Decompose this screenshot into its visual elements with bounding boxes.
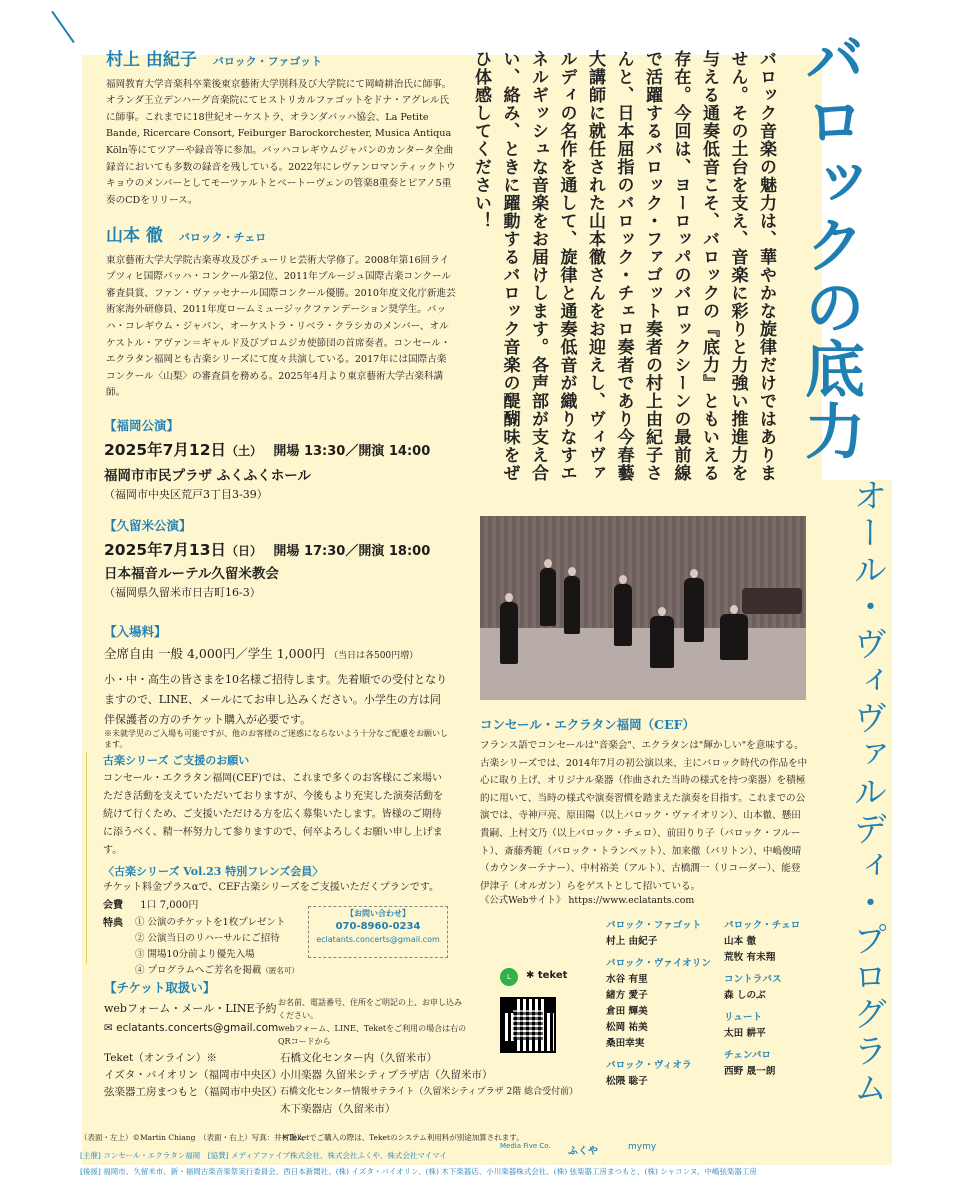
ticket-sales-label: 【チケット取扱い】	[104, 980, 216, 995]
concert-address-kurume: （福岡県久留米市日吉町16-3）	[104, 586, 261, 599]
member-description: チケット料金プラスαで、CEF古楽シリーズをご支援いただくプランです。	[103, 882, 439, 893]
outlet-item: 石橋文化センター情報サテライト（久留米シティプラザ 2階 総合受付前）	[280, 1087, 579, 1097]
perk-item: ④ プログラムへご芳名を掲載（匿名可）	[135, 965, 299, 976]
mail-icon: ✉	[104, 1022, 113, 1034]
support-body: コンセール・エクラタン福岡(CEF)では、これまで多くのお客様にご来場いただき活動を支えていただいておりますが、今後もより充実した演奏活動を続けて行くため、ご支援いただける方を広く募集いたします。皆様のご期待に添うべく、精一杯努力して参りますので、何卒よろしくお願い申し上げます。	[103, 773, 443, 856]
member-perks: 特典 ① 公演のチケットを1枚プレゼント ② 公演当日のリハーサルにご招待 ③ 開場10分前より優先入場 ④ プログラムへご芳名を掲載（匿名可）	[103, 915, 444, 979]
line-icon[interactable]: L	[500, 968, 518, 986]
performer-role: バロック・ファゴット	[212, 55, 323, 68]
outlet-item: 弦楽器工房まつもと（福岡市中央区）	[104, 1086, 283, 1098]
organizer-credits: [主催] コンセール・エクラタン福岡 [協賛] メディアファイブ株式会社、株式会社ふくや、株式会社マイマイ	[80, 1151, 448, 1160]
perk-item: ② 公演当日のリハーサルにご招待	[135, 933, 280, 944]
intro-text: バロック音楽の魅力は、華やかな旋律だけではありません。その土台を支え、音楽に彩りと力強い推進力を与える通奏低音こそ、バロックの『底力』ともいえる存在。今回は、ヨーロッパのバロックシーンの最前線で活躍するバロック・ファゴット奏者の村上由紀子さんと、日本屈指のバロック・チェロ奏者であり今春藝大講師に就任された山本徹さんをお迎えし、ヴィヴァルディの名作を通して、旋律と通奏低音が織りなすエネルギッシュな音楽をお届けします。各声部が支え合い、絡み、ときに躍動するバロック音楽の醍醐味をぜひ体感してください！	[471, 50, 776, 482]
concert-date-kurume: 2025年7月13日（日） 開場 17:30／開演 18:00	[104, 541, 431, 559]
concert-venue-fukuoka: 福岡市市民プラザ ふくふくホール	[104, 468, 311, 484]
concert-label-fukuoka: 【福岡公演】	[104, 418, 180, 433]
contact-phone[interactable]: 070-8960-0234	[335, 921, 421, 932]
teket-fee-note: ※Teketでご購入の際は、Teketのシステム利用料が別途加算されます。	[282, 1133, 524, 1142]
ticket-sales-email[interactable]: ✉ eclatants.concerts@gmail.com	[104, 1022, 279, 1034]
performer-bio-text: 福岡教育大学音楽科卒業後東京藝術大学別科及び大学院にて岡崎耕治氏に師事。オランダ王立デンハーグ音楽院にてヒストリカルファゴットをドナ・アグレル氏に師事。これまでに18世紀オーケストラ、オランダバッハ協会、La Petite Bande, Ricercare Consort, Feiburger Barockorchester, Musica Antiqua Köln等にてツアーや録音等に参加。バッハコレギウムジャパンのカンタータ全曲録音においても多数の録音を残している。2022年にレヴァンロマンティックトウキョウのメンバーとしてモーツァルトとベートーヴェンの管楽8重奏とピアノ5重奏のCDをリリース。	[106, 78, 456, 206]
outlet-item: イズタ・バイオリン（福岡市中央区）	[104, 1069, 283, 1081]
ensemble-photo	[480, 516, 806, 700]
ticket-sales-methods: webフォーム・メール・LINE予約	[104, 1002, 277, 1015]
support-title: 古楽シリーズ ご支援のお願い	[103, 754, 250, 767]
performer-bio-text: 東京藝術大学大学院古楽専攻及びチューリヒ芸術大学修了。2008年第16回ライプツィヒ国際バッハ・コンクール第2位、2011年ブルージュ国際古楽コンクール審査員賞、ファン・ヴァッセナール国際コンクール優勝。2010年度文化庁新進芸術家海外研修員、2011年度ロームミュージックファンデーション奨学生。バッハ・コレギウム・ジャパン、オーケストラ・リベラ・クラシカのメンバー、オルケストル・アヴァン＝ギャルド及びプロムジカ使節団の首席奏者。コンセール・エクラタン福岡とも古楽シリーズにて度々共演している。2017年には国際古楽コンクール〈山梨〉の審査員を務める。2025年4月より東京藝術大学古楽科講師。	[106, 254, 456, 399]
fukuya-logo: ふくや	[568, 1146, 598, 1157]
ensemble-list-left: バロック・ファゴット 村上 由紀子 バロック・ヴァイオリン 水谷 有里 緒方 愛子 倉田 輝美 松岡 祐美 桑田幸実 バロック・ヴィオラ 松隈 聡子	[606, 920, 711, 1087]
media-five-logo: Media Five Co.	[500, 1142, 551, 1150]
photo-credits: （表面・左上）©Martin Chiang （表面・右上）写真：井村重人	[80, 1133, 305, 1142]
preschool-notice: ※未就学児のご入場も可能ですが、他のお客様のご迷惑にならないよう十分なご配慮をお願いします。	[104, 729, 448, 749]
admission-price: 全席自由 一般 4,000円／学生 1,000円 （当日は各500円増）	[104, 646, 419, 661]
outlet-item: 小川楽器 久留米シティプラザ店（久留米市）	[280, 1069, 493, 1081]
ensemble-list-right: バロック・チェロ 山本 徹 荒牧 有未翔 コントラバス 森 しのぶ リュート 太田 耕平 チェンバロ 西野 晟一朗	[724, 920, 801, 1077]
member-fee: 会費 1口 7,000円	[103, 900, 199, 911]
outlet-item: 木下楽器店（久留米市）	[280, 1103, 396, 1115]
outlet-item: Teket（オンライン）※	[104, 1052, 217, 1064]
ticket-outlets-left	[104, 1050, 283, 1101]
ticket-sales-notes: お名前、電話番号、住所をご明記の上、お申し込みください。 webフォーム、LINE、Teketをご利用の場合は右のQRコードから	[278, 998, 467, 1046]
cef-body: フランス語でコンセールは"音楽会"、エクラタンは"輝かしい"を意味する。古楽シリーズでは、2014年7月の初公演以来、主にバロック時代の作品を中心に取り上げ、オリジナル楽器（作曲された当時の様式を持つ楽器）を積極的に用いて、当時の様式や演奏習慣を踏まえた演奏を目指す。これまでの公演では、寺神戸亮、原田陽（以上バロック・ヴァイオリン）、山本徹、懸田貴嗣、上村文乃（以上バロック・チェロ）、前田りり子（バロック・フルート）、斎藤秀範（バロック・トランペット）、加来徹（バリトン）、中嶋俊晴（カウンターテナー）、中村裕美（アルト）、古橋潤一（リコーダー）、能登伊津子（オルガン）らをゲストとして招いている。	[480, 740, 808, 892]
concert-label-kurume: 【久留米公演】	[104, 518, 192, 533]
teket-logo: ✱ teket	[526, 970, 568, 981]
student-invite-text: 小・中・高生の皆さまを10名様ご招待します。先着順での受付となりますので、LINE、メールにてお申し込みください。小学生の方は同伴保護者の方のチケット購入が必要です。	[104, 673, 448, 726]
main-title: バロックの底力	[795, 28, 865, 462]
cef-title: コンセール・エクラタン福岡（CEF）	[480, 717, 695, 732]
contact-email[interactable]: eclatants.concerts@gmail.com	[316, 935, 440, 944]
ticket-outlets-right	[280, 1050, 578, 1118]
contact-title: 【お問い合わせ】	[346, 908, 410, 918]
outlet-item: 石橋文化センター内（久留米市）	[280, 1052, 438, 1064]
concert-venue-kurume: 日本福音ルーテル久留米教会	[104, 566, 279, 582]
perk-item: ① 公演のチケットを1枚プレゼント	[135, 917, 286, 928]
perk-item: ③ 開場10分前より優先入場	[135, 949, 255, 960]
performer-name: 村上 由紀子 バロック・ファゴット	[106, 50, 323, 70]
supporter-credits: [後援] 福岡市、久留米市、新・福岡古楽音楽祭実行委員会、西日本新聞社、(株) イズタ・バイオリン、(株) 木下楽器店、小川楽器株式会社、(株) 弦楽器工房まつもと、(株) シャコンヌ、中嶋弦楽器工房	[80, 1167, 757, 1176]
subtitle: オール・ヴィヴァルディ・プログラム	[847, 478, 887, 1107]
concert-date-fukuoka: 2025年7月12日（土） 開場 13:30／開演 14:00	[104, 441, 431, 459]
performer-bio-murakami	[106, 52, 456, 209]
performer-name: 山本 徹 バロック・チェロ	[106, 226, 267, 246]
concert-address-fukuoka: （福岡市中央区荒戸3丁目3-39）	[104, 488, 268, 501]
official-website[interactable]: 《公式Webサイト》 https://www.eclatants.com	[480, 895, 695, 906]
admission-label: 【入場料】	[104, 624, 167, 639]
member-title: 〈古楽シリーズ Vol.23 特別フレンズ会員〉	[103, 865, 324, 878]
mymy-logo: mymy	[628, 1142, 657, 1152]
contact-box	[308, 906, 448, 958]
performer-bio-yamamoto	[106, 228, 456, 402]
performer-role: バロック・チェロ	[178, 231, 267, 244]
decorative-slash	[51, 11, 74, 43]
